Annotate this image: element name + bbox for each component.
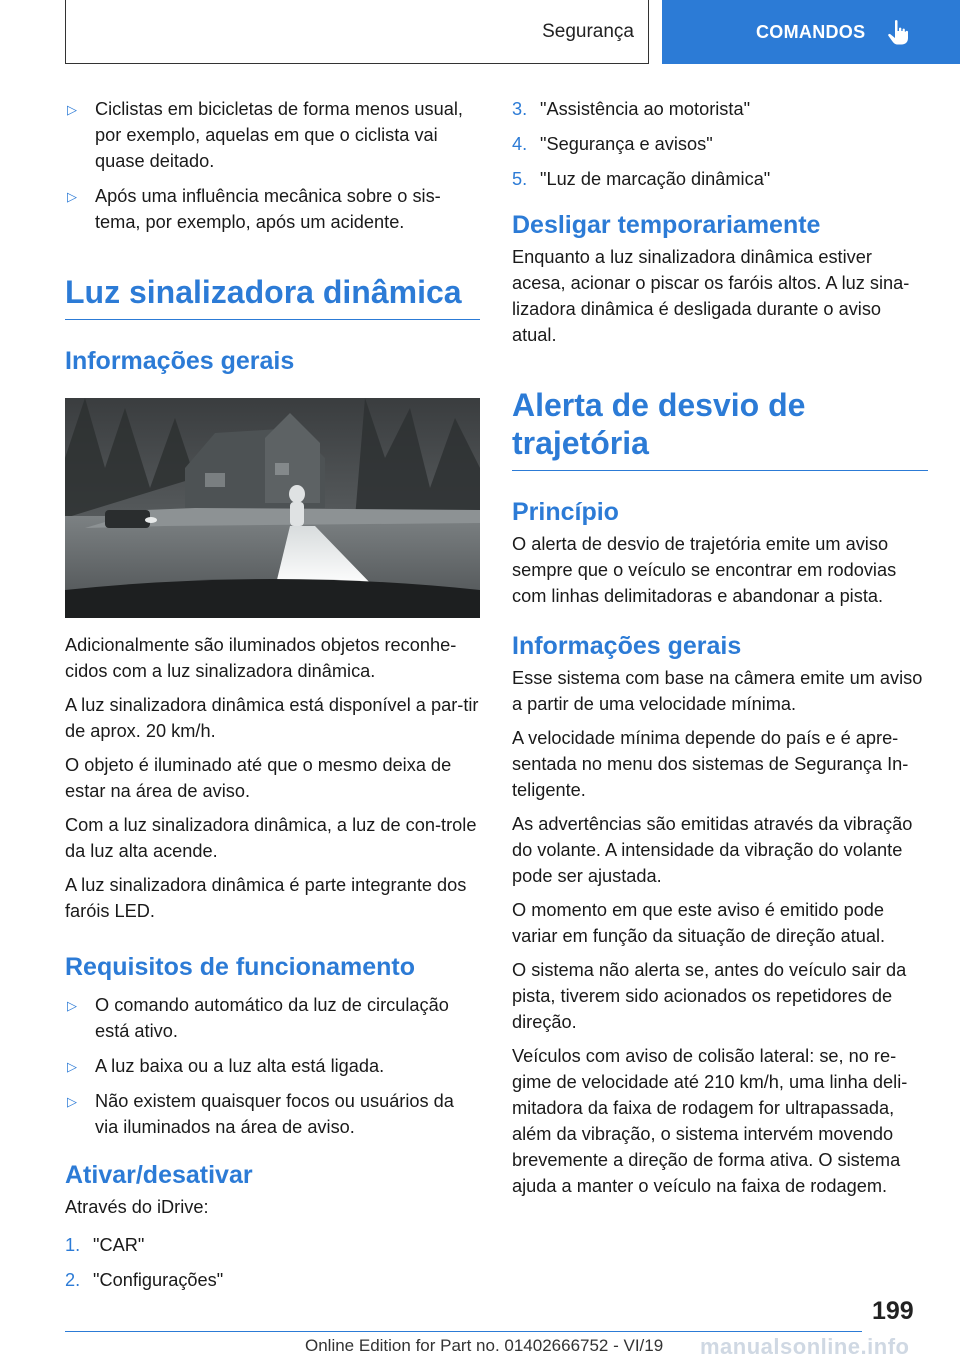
heading-requirements: Requisitos de funcionamento: [65, 953, 416, 981]
paragraph: Com a luz sinalizadora dinâmica, a luz de con-trole da luz alta acende.: [65, 815, 477, 861]
header-section-label: Segurança: [542, 20, 634, 42]
edition-label: Online Edition for Part no. 01402666752 - VI/19: [305, 1336, 664, 1355]
heading-temporary-off: Desligar temporariamente: [512, 211, 821, 239]
heading-principle: Princípio: [512, 498, 619, 526]
heading-general-info: Informações gerais: [512, 632, 742, 660]
paragraph: Esse sistema com base na câmera emite um aviso a partir de uma velocidade mínima.: [512, 668, 923, 714]
list-item: 3. "Assistência ao motorista": [512, 99, 751, 119]
footer-divider: [65, 1331, 862, 1332]
paragraph: Veículos com aviso de colisão lateral: se, no re-gime de velocidade até 210 km/h, uma linha deli-mitadora da faixa de rodagem for ultrapassada, além da vibração, o sistema intervém movendo brevemente a direção de forma ativa. O sistema ajuda a manter o veículo na faixa de rodagem.: [512, 1046, 908, 1196]
watermark: manualsonline.info: [700, 1334, 910, 1359]
header-chapter-tab[interactable]: [662, 0, 960, 64]
triangle-bullet-icon: ▷: [67, 1059, 77, 1074]
list-item: ▷ O comando automático da luz de circulação está ativo.: [67, 995, 449, 1041]
list-item: ▷ Não existem quaisquer focos ou usuários da via iluminados na área de aviso.: [67, 1091, 454, 1137]
right-column: [512, 96, 928, 1207]
list-item: 5. "Luz de marcação dinâmica": [512, 169, 771, 189]
night-road-pedestrian-illustration: [65, 398, 480, 618]
list-item: ▷ A luz baixa ou a luz alta está ligada.: [65, 1053, 480, 1079]
paragraph: Enquanto a luz sinalizadora dinâmica estiver acesa, acionar o piscar os faróis altos. A luz sina-lizadora dinâmica é desligada durante o aviso atual.: [512, 247, 910, 345]
list-item: 2. "Configurações": [65, 1270, 224, 1290]
paragraph: Adicionalmente são iluminados objetos reconhe-cidos com a luz sinalizadora dinâmica.: [65, 635, 457, 681]
heading-lane-departure-warning: Alerta de desvio de trajetória: [512, 386, 928, 471]
page-number: 199: [872, 1297, 914, 1325]
heading-activate-deactivate: Ativar/desativar: [65, 1161, 253, 1189]
list-item: ▷ Após uma influência mecânica sobre o sis-tema, por exemplo, após um acidente.: [67, 186, 441, 232]
paragraph: Através do iDrive:: [65, 1197, 209, 1217]
list-item: 1. "CAR": [65, 1235, 145, 1255]
paragraph: A velocidade mínima depende do país e é apre-sentada no menu dos sistemas de Segurança In-teligente.: [512, 728, 909, 800]
paragraph: O alerta de desvio de trajetória emite um aviso sempre que o veículo se encontrar em rodovias com linhas delimitadoras e abandonar a pista.: [512, 534, 897, 606]
paragraph: As advertências são emitidas através da vibração do volante. A intensidade da vibração do volante pode ser ajustada.: [512, 814, 913, 886]
triangle-bullet-icon: ▷: [67, 998, 77, 1013]
paragraph: O momento em que este aviso é emitido pode variar em função da situação de direção atual.: [512, 900, 886, 946]
pointing-hand-icon: [887, 19, 909, 45]
conditions-bullet-list: [65, 96, 480, 235]
heading-general-info: Informações gerais: [65, 347, 295, 375]
header-chapter-label: COMANDOS: [756, 21, 866, 42]
list-item: 4. "Segurança e avisos": [512, 134, 713, 154]
activation-steps-list-continued: [512, 96, 928, 192]
list-item: ▷ Ciclistas em bicicletas de forma menos usual, por exemplo, aquelas em que o ciclista vai quase deitado.: [67, 99, 463, 171]
triangle-bullet-icon: ▷: [67, 1094, 77, 1109]
paragraph: O objeto é iluminado até que o mesmo deixa de estar na área de aviso.: [65, 755, 452, 801]
heading-dynamic-light: Luz sinalizadora dinâmica: [65, 273, 480, 320]
left-column: [65, 96, 480, 1303]
triangle-bullet-icon: ▷: [67, 102, 77, 117]
paragraph: O sistema não alerta se, antes do veículo sair da pista, tiverem sido acionados os repetidores de direção.: [512, 960, 907, 1032]
requirements-bullet-list: [65, 992, 480, 1140]
triangle-bullet-icon: ▷: [67, 189, 77, 204]
activation-steps-list: [65, 1232, 480, 1293]
paragraph: A luz sinalizadora dinâmica está disponível a par-tir de aprox. 20 km/h.: [65, 695, 479, 741]
paragraph: A luz sinalizadora dinâmica é parte integrante dos faróis LED.: [65, 875, 467, 921]
header-section-tab: [65, 0, 649, 64]
